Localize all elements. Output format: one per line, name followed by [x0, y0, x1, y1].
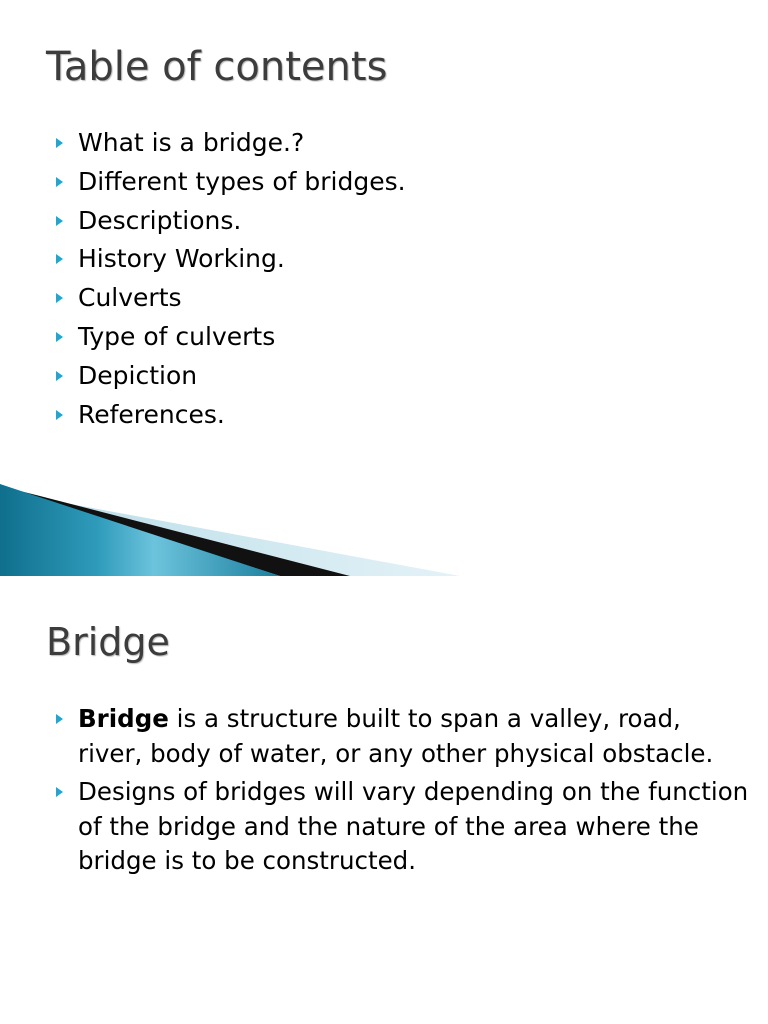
- list-item-text: Type of culverts: [78, 321, 276, 351]
- list-item: [52, 163, 406, 202]
- bullet-arrow-icon: [56, 138, 63, 148]
- list-item-text: References.: [78, 399, 225, 429]
- bridge-bullet-list: [52, 702, 752, 883]
- slide-title: Bridge: [46, 620, 170, 664]
- list-item: [52, 702, 752, 771]
- list-item-text: History Working.: [78, 244, 285, 274]
- list-item-text: Designs of bridges will vary depending on the function of the bridge and the nature of the area where the bridge is to be constructed.: [78, 777, 749, 875]
- list-item: [52, 396, 406, 435]
- list-item: [52, 124, 406, 163]
- bullet-arrow-icon: [56, 216, 63, 226]
- bullet-arrow-icon: [56, 332, 63, 342]
- list-item: [52, 318, 406, 357]
- list-item: [52, 357, 406, 396]
- list-item-text: Descriptions.: [78, 205, 242, 235]
- list-item: [52, 279, 406, 318]
- bullet-arrow-icon: [56, 293, 63, 303]
- slide-title: Table of contents: [46, 44, 388, 90]
- bullet-arrow-icon: [56, 714, 63, 724]
- bridge-term: Bridge: [78, 704, 169, 733]
- list-item: [52, 775, 752, 879]
- list-item-text: Culverts: [78, 283, 182, 313]
- list-item-text: What is a bridge.?: [78, 128, 305, 157]
- list-item-text: is a structure built to span a valley, road, river, body of water, or any other physical obstacle.: [78, 704, 714, 768]
- list-item-text: Depiction: [78, 360, 198, 390]
- list-item-text: Different types of bridges.: [78, 166, 406, 196]
- bullet-arrow-icon: [56, 371, 63, 381]
- list-item: [52, 202, 406, 241]
- bullet-arrow-icon: [56, 787, 63, 797]
- bullet-arrow-icon: [56, 410, 63, 420]
- list-item: [52, 240, 406, 279]
- slide-bridge: [0, 576, 768, 1024]
- bullet-arrow-icon: [56, 254, 63, 264]
- contents-list: [52, 124, 406, 434]
- decorative-swoosh: [0, 484, 460, 576]
- bullet-arrow-icon: [56, 177, 63, 187]
